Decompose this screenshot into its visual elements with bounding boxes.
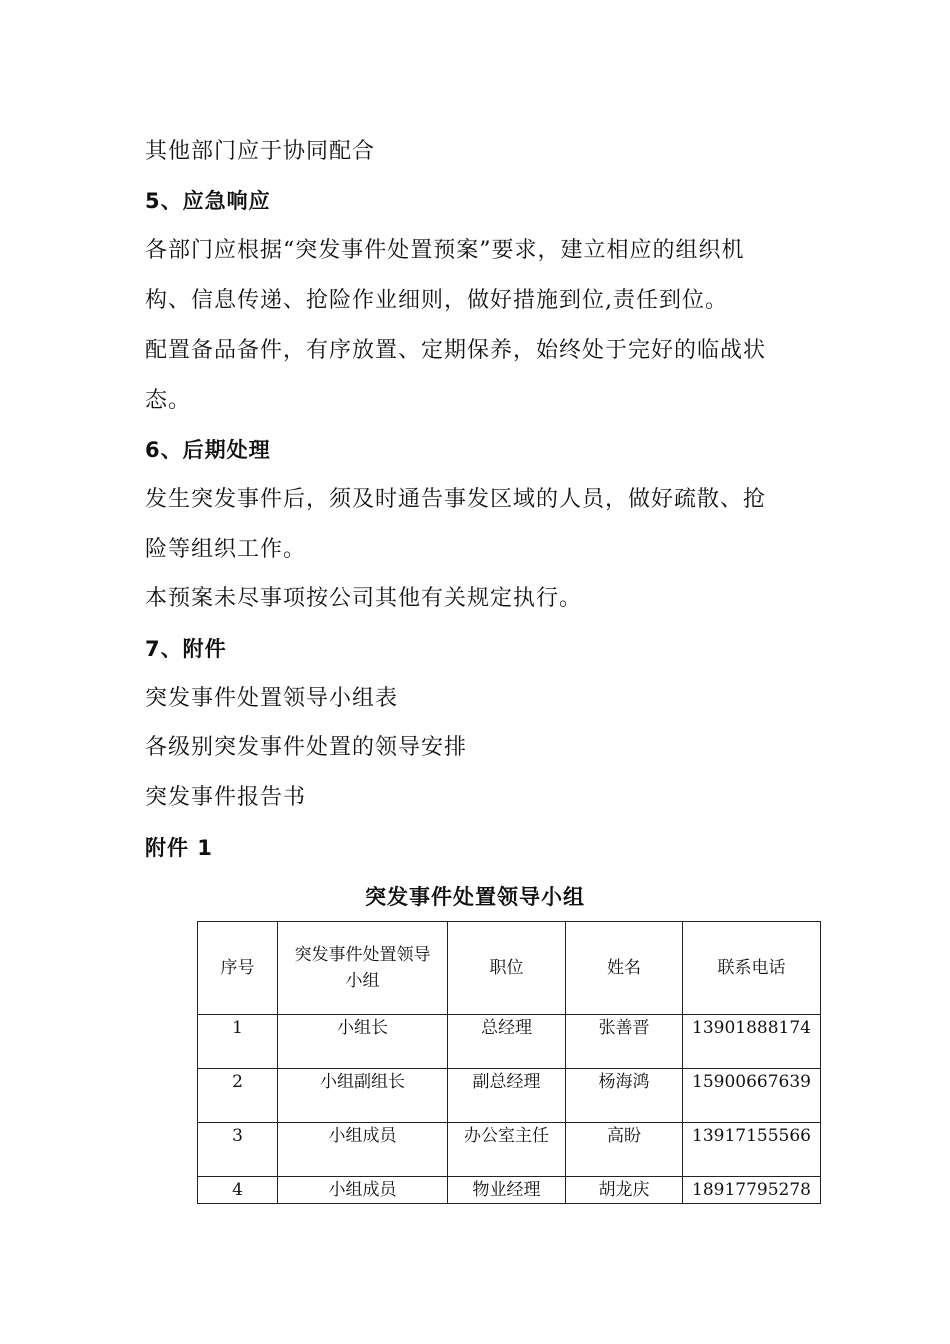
paragraph-coordination: 其他部门应于协同配合 bbox=[145, 139, 376, 164]
cell-name: 杨海鸿 bbox=[566, 1069, 683, 1123]
paragraph-other-rules: 本预案未尽事项按公司其他有关规定执行。 bbox=[145, 586, 583, 611]
table-header-row bbox=[198, 922, 821, 1015]
cell-position: 总经理 bbox=[448, 1015, 566, 1069]
cell-position: 办公室主任 bbox=[448, 1123, 566, 1177]
section-heading-emergency-response: 5、应急响应 bbox=[145, 189, 271, 213]
attachment-item-3: 突发事件报告书 bbox=[145, 785, 307, 810]
cell-role: 小组成员 bbox=[278, 1177, 448, 1204]
cell-name: 张善晋 bbox=[566, 1015, 683, 1069]
cell-index: 3 bbox=[198, 1123, 278, 1177]
attachment-item-2: 各级别突发事件处置的领导安排 bbox=[145, 735, 468, 760]
header-cell-position: 职位 bbox=[448, 922, 566, 1015]
table-row bbox=[198, 1177, 821, 1204]
leadership-table bbox=[197, 921, 821, 1204]
cell-phone: 15900667639 bbox=[683, 1069, 821, 1123]
table-row bbox=[198, 1123, 821, 1177]
paragraph-spares-2: 态。 bbox=[145, 388, 192, 413]
section-heading-attachments: 7、附件 bbox=[145, 637, 227, 661]
paragraph-aftermath-1: 发生突发事件后，须及时通告事发区域的人员，做好疏散、抢 bbox=[145, 487, 767, 512]
cell-role: 小组成员 bbox=[278, 1123, 448, 1177]
table-row bbox=[198, 1069, 821, 1123]
cell-phone: 13917155566 bbox=[683, 1123, 821, 1177]
paragraph-response-1: 各部门应根据“突发事件处置预案”要求，建立相应的组织机 bbox=[145, 238, 745, 263]
attachment-1-label: 附件 1 bbox=[145, 836, 213, 860]
cell-role: 小组长 bbox=[278, 1015, 448, 1069]
cell-index: 1 bbox=[198, 1015, 278, 1069]
attachment-item-1: 突发事件处置领导小组表 bbox=[145, 686, 399, 711]
paragraph-response-2: 构、信息传递、抢险作业细则，做好措施到位,责任到位。 bbox=[145, 288, 728, 313]
header-cell-index: 序号 bbox=[198, 922, 278, 1015]
cell-role: 小组副组长 bbox=[278, 1069, 448, 1123]
cell-phone: 13901888174 bbox=[683, 1015, 821, 1069]
paragraph-spares-1: 配置备品备件，有序放置、定期保养，始终处于完好的临战状 bbox=[145, 338, 767, 363]
header-cell-group: 突发事件处置领导小组 bbox=[278, 922, 448, 1015]
section-heading-aftermath: 6、后期处理 bbox=[145, 438, 271, 462]
table-row bbox=[198, 1015, 821, 1069]
paragraph-aftermath-2: 险等组织工作。 bbox=[145, 537, 307, 562]
cell-index: 4 bbox=[198, 1177, 278, 1204]
cell-position: 物业经理 bbox=[448, 1177, 566, 1204]
cell-phone: 18917795278 bbox=[683, 1177, 821, 1204]
cell-name: 胡龙庆 bbox=[566, 1177, 683, 1204]
header-cell-phone: 联系电话 bbox=[683, 922, 821, 1015]
cell-index: 2 bbox=[198, 1069, 278, 1123]
table-title: 突发事件处置领导小组 bbox=[365, 885, 585, 909]
cell-position: 副总经理 bbox=[448, 1069, 566, 1123]
cell-name: 高盼 bbox=[566, 1123, 683, 1177]
header-cell-name: 姓名 bbox=[566, 922, 683, 1015]
